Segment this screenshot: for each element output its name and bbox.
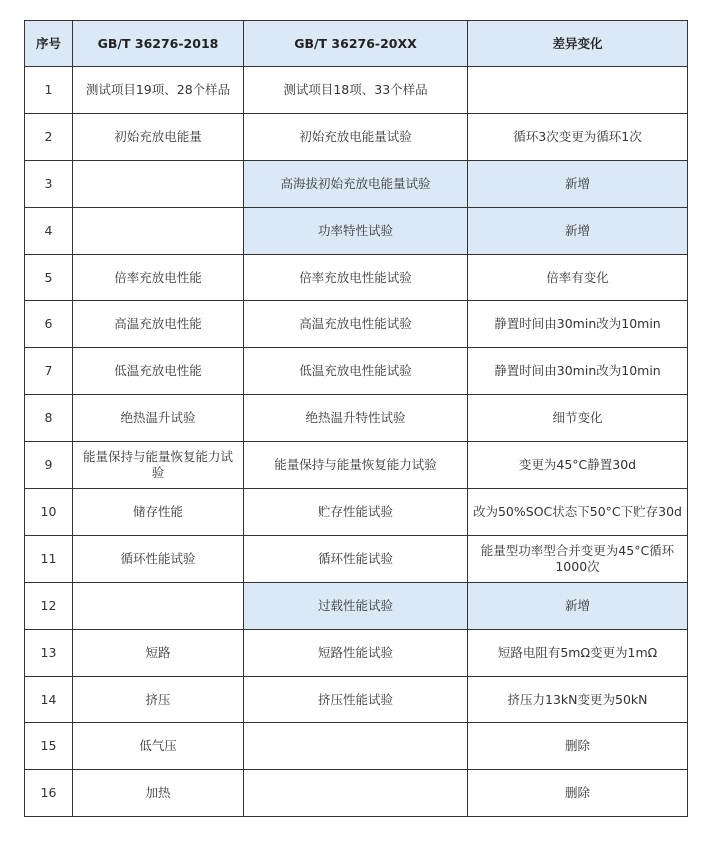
cell-new-standard: 贮存性能试验: [244, 489, 468, 536]
cell-difference: 挤压力13kN变更为50kN: [468, 676, 688, 723]
cell-difference: 循环3次变更为循环1次: [468, 113, 688, 160]
cell-old-standard: 加热: [73, 770, 244, 817]
cell-old-standard: 初始充放电能量: [73, 113, 244, 160]
cell-old-standard: 倍率充放电性能: [73, 254, 244, 301]
header-difference: 差异变化: [468, 21, 688, 67]
cell-index: 2: [25, 113, 73, 160]
cell-new-standard: 高海拔初始充放电能量试验: [244, 160, 468, 207]
cell-old-standard: 循环性能试验: [73, 535, 244, 582]
table-row: [25, 160, 688, 207]
cell-difference: 删除: [468, 723, 688, 770]
cell-difference: 改为50%SOC状态下50°C下贮存30d: [468, 489, 688, 536]
table-row: [25, 207, 688, 254]
cell-index: 4: [25, 207, 73, 254]
cell-new-standard: 挤压性能试验: [244, 676, 468, 723]
cell-old-standard: 测试项目19项、28个样品: [73, 67, 244, 114]
cell-new-standard: 低温充放电性能试验: [244, 348, 468, 395]
cell-difference: 能量型功率型合并变更为45°C循环1000次: [468, 535, 688, 582]
table-row: [25, 254, 688, 301]
cell-index: 12: [25, 582, 73, 629]
cell-new-standard: 过载性能试验: [244, 582, 468, 629]
cell-new-standard: 初始充放电能量试验: [244, 113, 468, 160]
cell-index: 3: [25, 160, 73, 207]
cell-index: 6: [25, 301, 73, 348]
table-row: [25, 67, 688, 114]
cell-difference: [468, 67, 688, 114]
cell-difference: 新增: [468, 582, 688, 629]
cell-new-standard: 倍率充放电性能试验: [244, 254, 468, 301]
cell-difference: 倍率有变化: [468, 254, 688, 301]
standards-comparison-table: [24, 20, 688, 817]
cell-old-standard: 能量保持与能量恢复能力试验: [73, 442, 244, 489]
table-row: [25, 723, 688, 770]
table-row: [25, 582, 688, 629]
cell-index: 16: [25, 770, 73, 817]
cell-difference: 删除: [468, 770, 688, 817]
table-row: [25, 770, 688, 817]
table-row: [25, 395, 688, 442]
cell-old-standard: 挤压: [73, 676, 244, 723]
cell-old-standard: 绝热温升试验: [73, 395, 244, 442]
cell-old-standard: 储存性能: [73, 489, 244, 536]
header-new-standard: GB/T 36276-20XX: [244, 21, 468, 67]
cell-index: 9: [25, 442, 73, 489]
cell-new-standard: [244, 770, 468, 817]
table-row: [25, 489, 688, 536]
cell-old-standard: 短路: [73, 629, 244, 676]
cell-difference: 短路电阻有5mΩ变更为1mΩ: [468, 629, 688, 676]
cell-new-standard: 绝热温升特性试验: [244, 395, 468, 442]
cell-difference: 新增: [468, 207, 688, 254]
cell-new-standard: 测试项目18项、33个样品: [244, 67, 468, 114]
cell-index: 1: [25, 67, 73, 114]
table-row: [25, 629, 688, 676]
header-old-standard: GB/T 36276-2018: [73, 21, 244, 67]
cell-index: 8: [25, 395, 73, 442]
table-header: [25, 21, 688, 67]
cell-index: 13: [25, 629, 73, 676]
cell-index: 11: [25, 535, 73, 582]
cell-difference: 细节变化: [468, 395, 688, 442]
table-row: [25, 676, 688, 723]
cell-index: 15: [25, 723, 73, 770]
cell-difference: 新增: [468, 160, 688, 207]
table-row: [25, 442, 688, 489]
cell-old-standard: 低气压: [73, 723, 244, 770]
table-row: [25, 535, 688, 582]
header-row: [25, 21, 688, 67]
cell-old-standard: 低温充放电性能: [73, 348, 244, 395]
table-row: [25, 348, 688, 395]
cell-new-standard: 循环性能试验: [244, 535, 468, 582]
cell-index: 14: [25, 676, 73, 723]
cell-new-standard: 高温充放电性能试验: [244, 301, 468, 348]
cell-new-standard: 短路性能试验: [244, 629, 468, 676]
cell-old-standard: 高温充放电性能: [73, 301, 244, 348]
cell-old-standard: [73, 207, 244, 254]
cell-new-standard: 能量保持与能量恢复能力试验: [244, 442, 468, 489]
cell-old-standard: [73, 582, 244, 629]
cell-index: 10: [25, 489, 73, 536]
cell-difference: 静置时间由30min改为10min: [468, 301, 688, 348]
cell-difference: 静置时间由30min改为10min: [468, 348, 688, 395]
cell-new-standard: [244, 723, 468, 770]
cell-difference: 变更为45°C静置30d: [468, 442, 688, 489]
header-index: 序号: [25, 21, 73, 67]
table-row: [25, 113, 688, 160]
table-body: [25, 67, 688, 817]
cell-old-standard: [73, 160, 244, 207]
table-row: [25, 301, 688, 348]
cell-new-standard: 功率特性试验: [244, 207, 468, 254]
cell-index: 7: [25, 348, 73, 395]
cell-index: 5: [25, 254, 73, 301]
